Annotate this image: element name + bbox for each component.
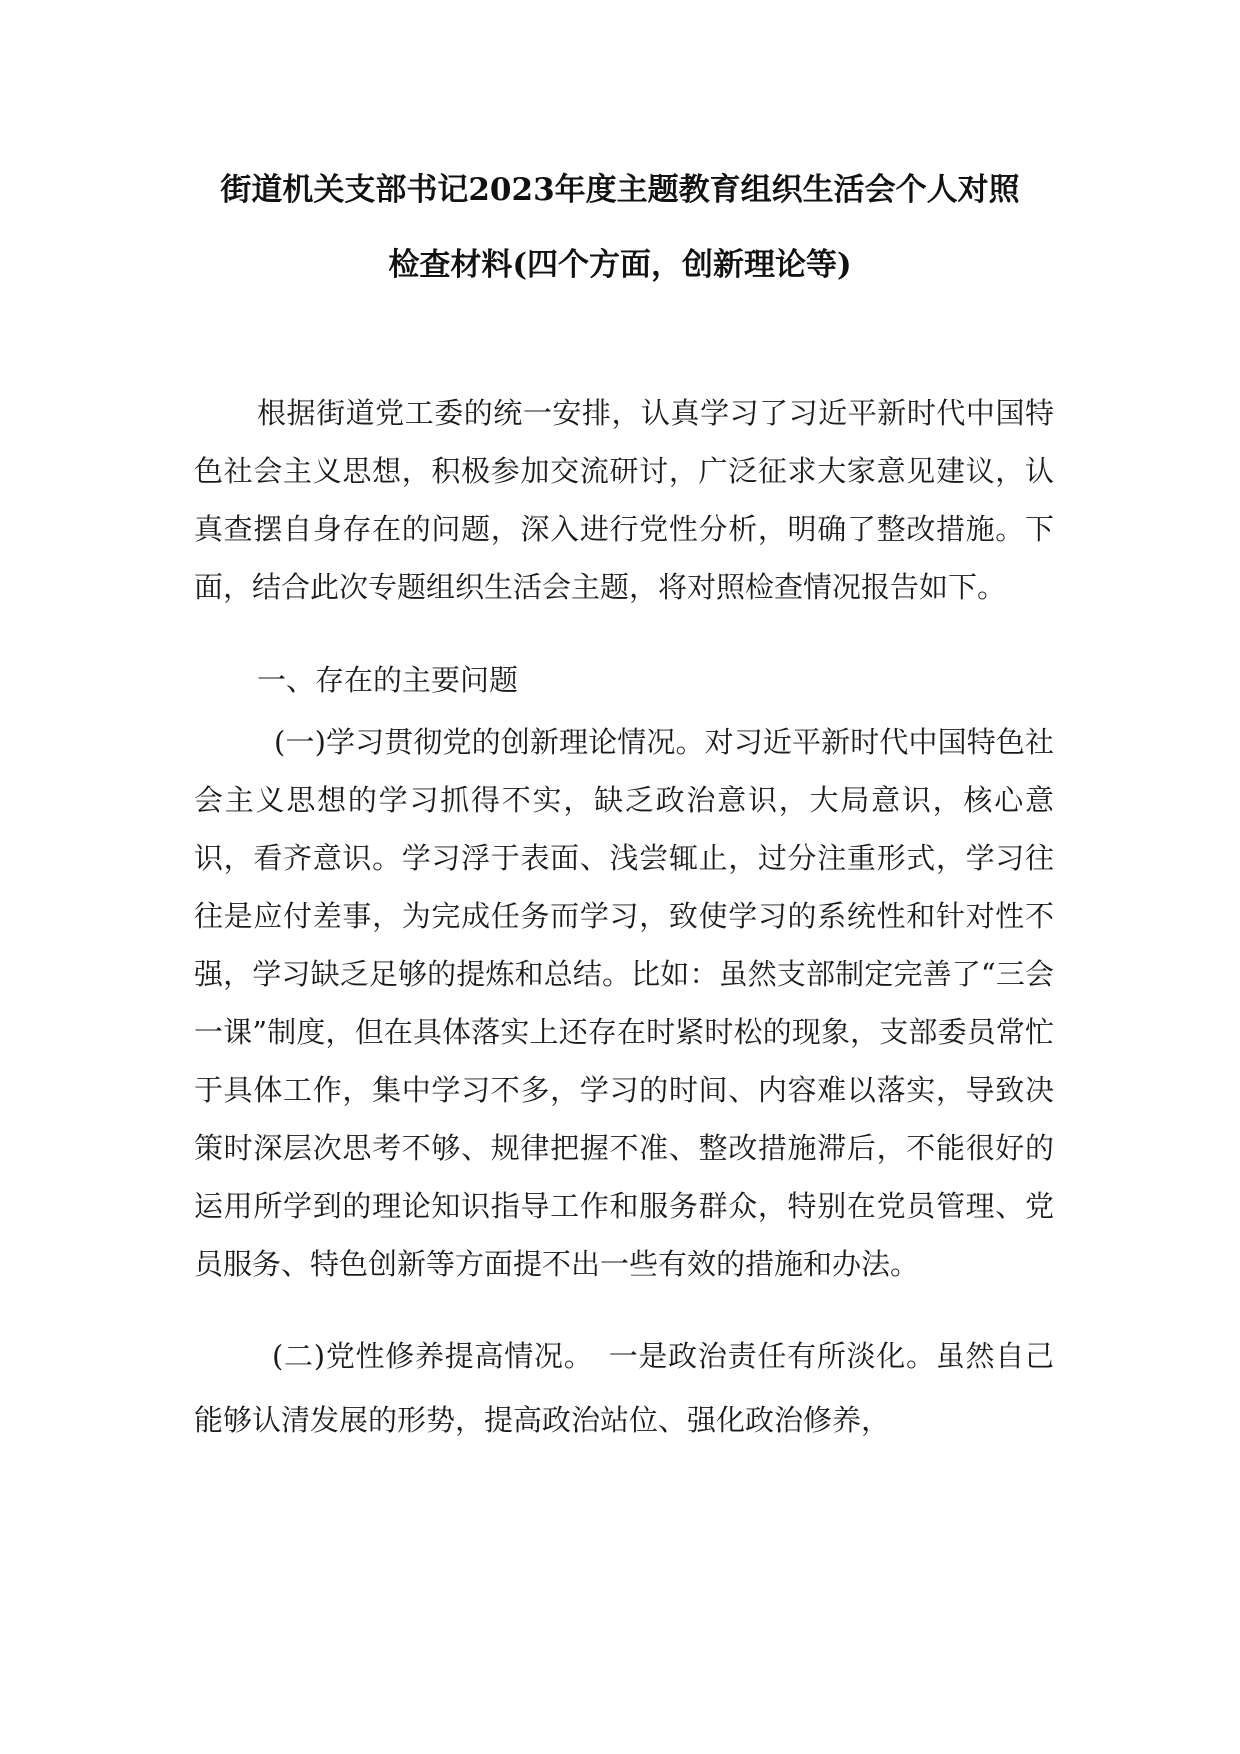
document-title-line-2: 检查材料(四个方面，创新理论等) [388,247,852,283]
subsection-party-spirit-paragraph: (二)党性修养提高情况。 一是政治责任有所淡化。虽然自己能够认清发展的形势，提高政治站位、强化政治修养， [194,1339,1054,1437]
intro-paragraph: 根据街道党工委的统一安排，认真学习了习近平新时代中国特色社会主义思想，积极参加交流研讨，广泛征求大家意见建议，认真查摆自身存在的问题，深入进行党性分析，明确了整改措施。下面，结合此次专题组织生活会主题，将对照检查情况报告如下。 [194,396,1054,604]
section-heading-main-problems: 一、存在的主要问题 [257,663,519,697]
subsection-theory-study-paragraph: (一)学习贯彻党的创新理论情况。对习近平新时代中国特色社会主义思想的学习抓得不实，缺乏政治意识，大局意识，核心意识，看齐意识。学习浮于表面、浅尝辄止，过分注重形式，学习往往是应付差事，为完成任务而学习，致使学习的系统性和针对性不强，学习缺乏足够的提炼和总结。比如：虽然支部制定完善了“三会一课”制度，但在具体落实上还存在时紧时松的现象，支部委员常忙于具体工作，集中学习不多，学习的时间、内容难以落实，导致决策时深层次思考不够、规律把握不准、整改措施滞后，不能很好的运用所学到的理论知识指导工作和服务群众，特别在党员管理、党员服务、特色创新等方面提不出一些有效的措施和办法。 [194,725,1054,1281]
document-title-line-1: 街道机关支部书记2023年度主题教育组织生活会个人对照 [220,172,1020,208]
